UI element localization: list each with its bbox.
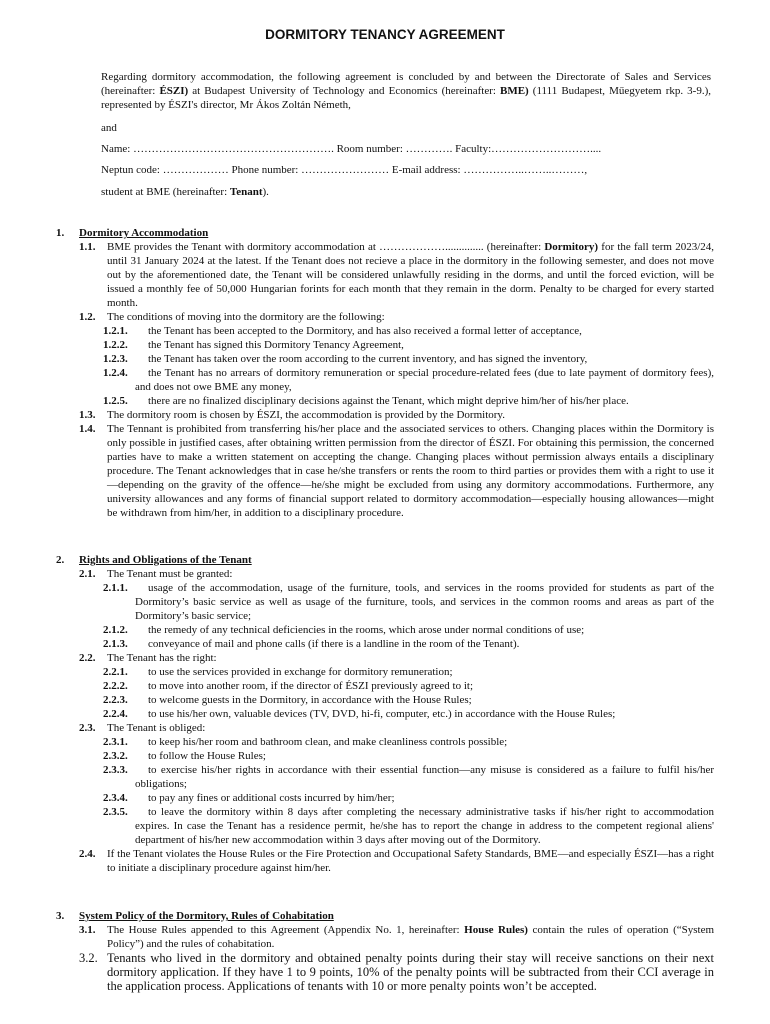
clause-2-2-2 [0,679,770,693]
clause-2-4 [0,847,770,875]
clause-2-2-3 [0,693,770,707]
clause-text: to leave the dormitory within 8 days after completing the necessary administrative tasks if his/her right to accommodation expires. In case the Tenant has a residence permit, he/she has to report the change in address to the competent regional aliens' department of his/her new accommodation within 3 days after moving out of the Dormitory. [135,806,714,846]
clause-number: 2.3.3. [103,764,128,776]
intro-and: and [101,122,117,134]
clause-1-2 [0,310,770,324]
clause-number: 2.1.3. [103,638,128,650]
clause-text: the remedy of any technical deficiencies in the rooms, which arose under normal conditions of use; [148,624,585,636]
clause-number: 2.3. [79,722,96,734]
clause-1-2-3 [0,352,770,366]
clause-number: 1.2.4. [103,367,128,379]
clause-text: there are no finalized disciplinary decisions against the Tenant, which might deprive him/her of his/her place. [148,395,629,407]
clause-number: 1.4. [79,423,96,435]
clause-number: 2.3.4. [103,792,128,804]
clause-2-1 [0,567,770,581]
section-system-policy [0,909,770,993]
clause-text: to use his/her own, valuable devices (TV, DVD, hi-fi, computer, etc.) in accordance with the House Rules; [148,708,616,720]
section-dormitory-accommodation [0,226,770,520]
clause-2-3-2 [0,749,770,763]
clause-number: 2.2.4. [103,708,128,720]
clause-number: 1.2.2. [103,339,128,351]
clause-number: 2.1. [79,568,96,580]
clause-text: the Tenant has taken over the room according to the current inventory, and has signed the inventory, [148,353,588,365]
clause-text: The conditions of moving into the dormitory are the following: [107,311,385,323]
section-number: 3. [56,910,65,922]
clause-text: to use the services provided in exchange for dormitory remuneration; [148,666,453,678]
clause-number: 2.1.1. [103,582,128,594]
clause-1-2-4 [0,366,770,394]
clause-number: 1.2. [79,311,96,323]
clause-number: 2.1.2. [103,624,128,636]
section-title: System Policy of the Dormitory, Rules of Cohabitation [79,910,334,922]
clause-text: the Tenant has been accepted to the Dormitory, and has also received a formal letter of acceptance, [148,325,582,337]
clause-1-3 [0,408,770,422]
clause-number: 2.2.2. [103,680,128,692]
clause-text: The Tennant is prohibited from transferring his/her place and the associated services to others. Changing places within the Dormitory is only possible in justified cases, after obtaining written permission from the director of ÉSZI. For obtaining this permission, the concerned parties have to make a written statement on accepting the change. Changing places without permission always entails a disciplinary procedure. The Tenant acknowledges that in case he/she transfers or rents the room to third parties or provides them with a right to use it—depending on the gravity of the offence—he/she might be excluded from using any dormitory accommodations. Furthermore, any university allowances and any forms of financial support related to dormitory accommodation—especially housing allowances—might be withdrawn from him/her, in addition to a disciplinary procedure. [107,423,714,519]
clause-text: BME provides the Tenant with dormitory accommodation at ……………….............. (hereinafter: Dormitory) for the fall term 2023/24, until 31 January 2024 at the latest. If the Tenant does not recieve a place in the dormitory in the following semester, and does not move out by the aforementioned date, the Tenant will be considered unlawfully residing in the dorms, and until the forced eviction, will be issued a monthly fee of 50,000 Hungarian forints for each month that they remain in the dorm. Penalty to be charged for every started month. [107,241,715,309]
clause-number: 2.2. [79,652,96,664]
section-title: Dormitory Accommodation [79,227,209,239]
clause-text: The Tenant is obliged: [107,722,206,734]
clause-number: 3.2. [79,951,98,965]
intro-student-line: student at BME (hereinafter: Tenant). [101,186,269,198]
clause-number: 1.2.1. [103,325,128,337]
section-title: Rights and Obligations of the Tenant [79,554,252,566]
clause-2-3-3 [0,763,770,791]
document-title: DORMITORY TENANCY AGREEMENT [265,27,505,42]
clause-text: to keep his/her room and bathroom clean, and make cleanliness controls possible; [148,736,508,748]
clause-2-2 [0,651,770,665]
clause-number: 2.4. [79,848,96,860]
clause-1-4 [0,422,770,520]
clause-text: The House Rules appended to this Agreement (Appendix No. 1, hereinafter: House Rules) contain the rules of operation (“System Policy”) and the rules of cohabitation. [107,924,715,950]
clause-1-2-1 [0,324,770,338]
clause-text: to pay any fines or additional costs incurred by him/her; [148,792,395,804]
clause-number: 2.2.3. [103,694,128,706]
clause-2-1-1 [0,581,770,623]
clause-1-2-2 [0,338,770,352]
clause-text: to move into another room, if the director of ÉSZI previously agreed to it; [148,680,474,692]
intro-parties-paragraph: Regarding dormitory accommodation, the following agreement is concluded by and between the Directorate of Sales and Services (hereinafter: ÉSZI) at Budapest University of Technology and Economics (hereinafter: BME) (1111 Budapest, Műegyetem rkp. 3-9.), represented by ÉSZI's director, Mr Ákos Zoltán Németh, [101,71,712,111]
clause-text: to exercise his/her rights in accordance with their essential function—any misuse is considered as a failure to fulfil his/her obligations; [135,764,714,790]
clause-2-2-4 [0,707,770,721]
clause-number: 1.1. [79,241,96,253]
clause-1-2-5 [0,394,770,408]
clause-number: 3.1. [79,924,96,936]
clause-number: 1.2.5. [103,395,128,407]
clause-text: the Tenant has signed this Dormitory Tenancy Agreement, [148,339,404,351]
clause-2-3-4 [0,791,770,805]
clause-text: Tenants who lived in the dormitory and obtained penalty points during their stay will receive sanctions on their next dormitory application. If they have 1 to 9 points, 10% of the penalty points will be subtracted from their CCI average in the application process. Applications of tenants with 10 or more penalty points won’t be accepted. [107,951,714,993]
clause-number: 2.3.5. [103,806,128,818]
clause-text: usage of the accommodation, usage of the furniture, tools, and services in the rooms provided for students as part of the Dormitory’s basic service as well as usage of the furniture, tools, and services in the common rooms and areas as part of the Dormitory’s basic service; [135,582,714,622]
clause-text: If the Tenant violates the House Rules or the Fire Protection and Occupational Safety Standards, BME—and especially ÉSZI—has a right to initiate a disciplinary procedure against him/her. [107,848,714,874]
intro-name-line: Name: ………………………………………………. Room number: …………. Faculty:……………………….... [101,143,602,155]
clause-3-1 [0,923,770,951]
clause-number: 1.3. [79,409,96,421]
clause-2-3-1 [0,735,770,749]
clause-2-3 [0,721,770,735]
intro-neptun-line: Neptun code: ……………… Phone number: …………………… E-mail address: ……………..……..………, [101,164,588,176]
clause-2-2-1 [0,665,770,679]
clause-text: conveyance of mail and phone calls (if there is a landline in the room of the Tenant). [148,638,520,650]
clause-number: 2.3.2. [103,750,128,762]
clause-3-2 [0,951,770,993]
section-number: 1. [56,227,65,239]
clause-text: The dormitory room is chosen by ÉSZI, the accommodation is provided by the Dormitory. [107,409,505,421]
clause-text: The Tenant has the right: [107,652,217,664]
clause-number: 1.2.3. [103,353,128,365]
section-rights-and-obligations [0,553,770,875]
clause-2-3-5 [0,805,770,847]
clause-text: The Tenant must be granted: [107,568,233,580]
clause-number: 2.3.1. [103,736,128,748]
clause-1-1 [0,240,770,310]
clause-text: to welcome guests in the Dormitory, in accordance with the House Rules; [148,694,472,706]
clause-2-1-2 [0,623,770,637]
clause-text: to follow the House Rules; [148,750,266,762]
section-number: 2. [56,554,65,566]
clause-number: 2.2.1. [103,666,128,678]
clause-2-1-3 [0,637,770,651]
clause-text: the Tenant has no arrears of dormitory remuneration or special procedure-related fees (due to late payment of dormitory fees), and does not owe BME any money, [135,367,714,393]
